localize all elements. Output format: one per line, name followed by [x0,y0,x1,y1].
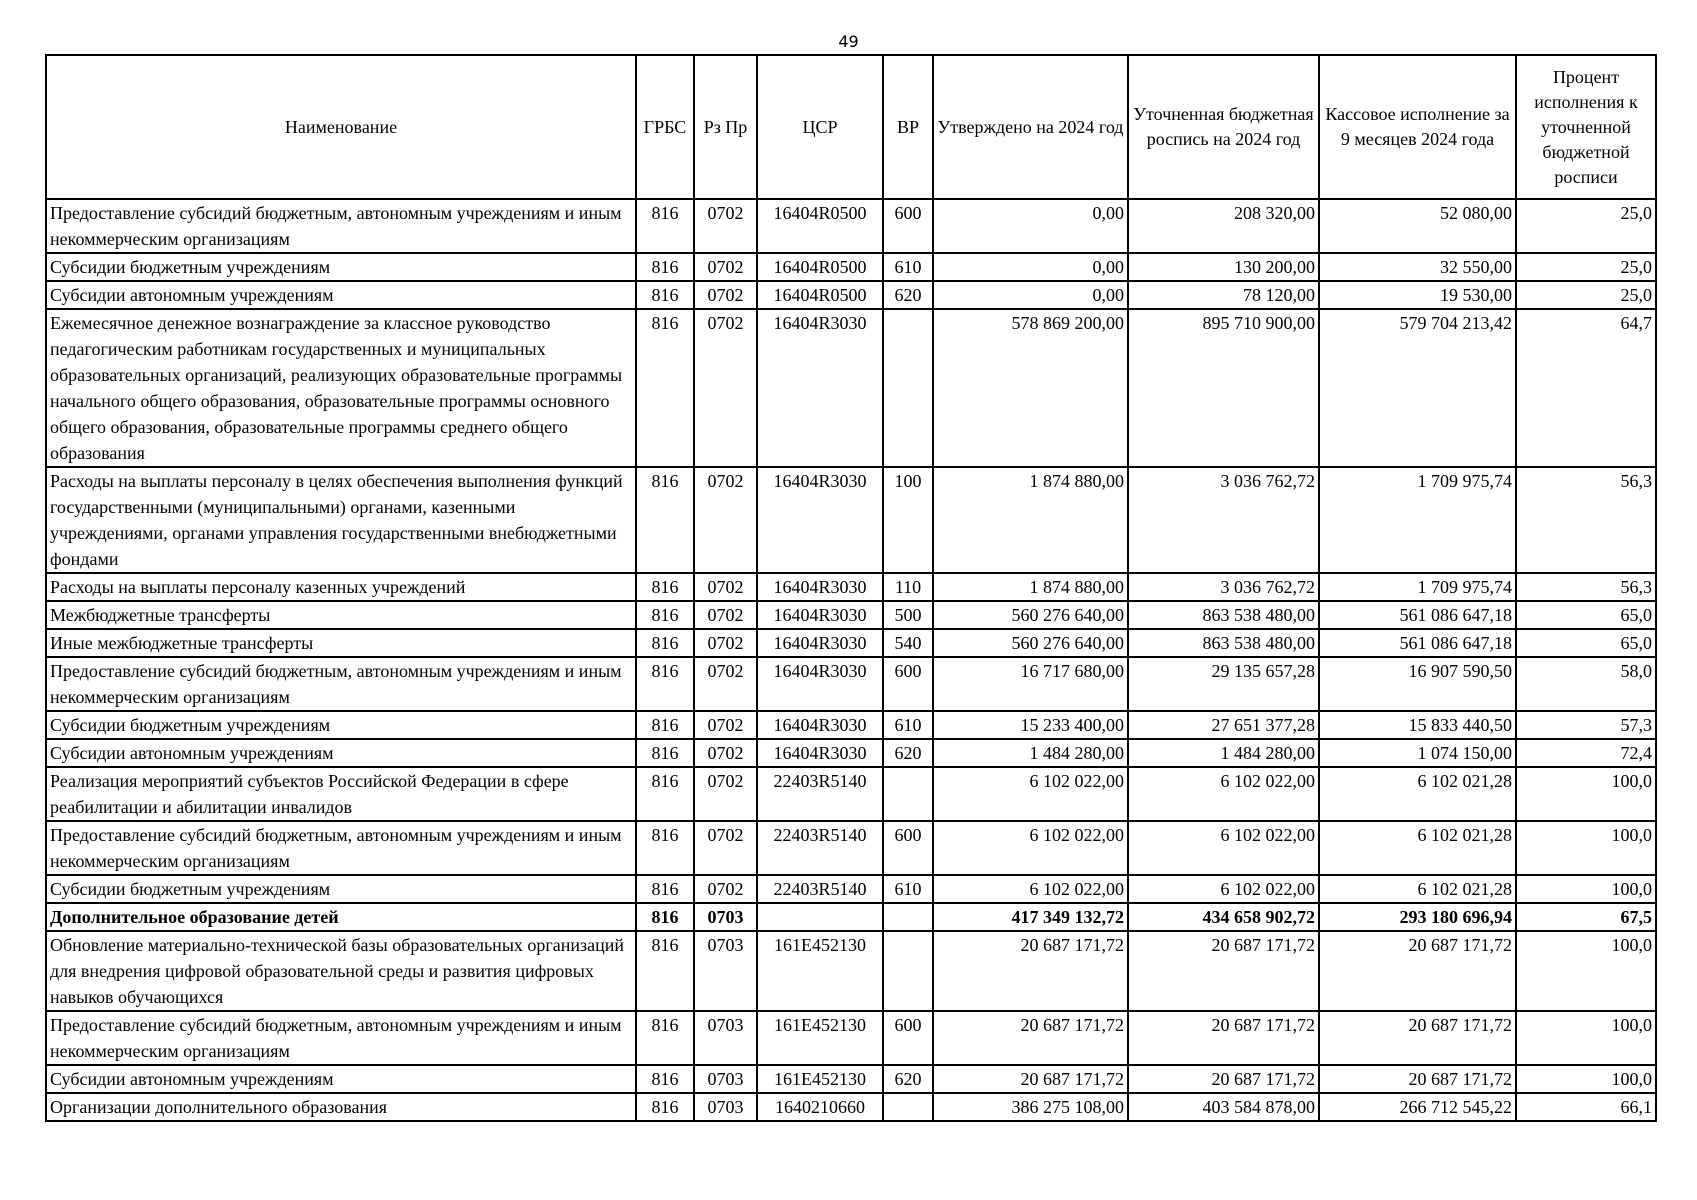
cell-grbs: 816 [636,629,694,657]
cell-grbs: 816 [636,657,694,711]
cell-cash: 561 086 647,18 [1319,629,1516,657]
header-refined: Уточненная бюджетная роспись на 2024 год [1128,55,1319,199]
table-row [46,309,1656,467]
cell-cash: 579 704 213,42 [1319,309,1516,467]
cell-csr: 22403R5140 [757,767,883,821]
cell-csr: 22403R5140 [757,821,883,875]
cell-rzpr: 0702 [694,767,757,821]
cell-approved: 20 687 171,72 [933,1011,1128,1065]
cell-cash: 1 074 150,00 [1319,739,1516,767]
cell-percent: 66,1 [1516,1093,1656,1121]
cell-grbs: 816 [636,199,694,253]
header-grbs: ГРБС [636,55,694,199]
cell-refined: 1 484 280,00 [1128,739,1319,767]
cell-name: Ежемесячное денежное вознаграждение за классное руководство педагогическим работникам государственных и муниципальных образовательных организаций, реализующих образовательные программы начального общего образования, образовательные программы основного общего образования, образовательные программы среднего общего образования [46,309,636,467]
cell-refined: 20 687 171,72 [1128,931,1319,1011]
cell-refined: 130 200,00 [1128,253,1319,281]
cell-approved: 15 233 400,00 [933,711,1128,739]
cell-rzpr: 0702 [694,711,757,739]
cell-percent: 72,4 [1516,739,1656,767]
cell-cash: 561 086 647,18 [1319,601,1516,629]
cell-rzpr: 0703 [694,1011,757,1065]
cell-percent: 100,0 [1516,821,1656,875]
cell-cash: 20 687 171,72 [1319,1065,1516,1093]
cell-rzpr: 0702 [694,821,757,875]
cell-percent: 58,0 [1516,657,1656,711]
cell-cash: 6 102 021,28 [1319,821,1516,875]
cell-cash: 19 530,00 [1319,281,1516,309]
cell-name: Субсидии бюджетным учреждениям [46,875,636,903]
cell-vr: 600 [883,199,933,253]
cell-rzpr: 0702 [694,601,757,629]
cell-cash: 16 907 590,50 [1319,657,1516,711]
cell-csr: 22403R5140 [757,875,883,903]
cell-cash: 293 180 696,94 [1319,903,1516,931]
table-body [46,199,1656,1121]
table-row [46,739,1656,767]
table-row [46,931,1656,1011]
cell-approved: 0,00 [933,199,1128,253]
cell-csr: 16404R0500 [757,199,883,253]
cell-approved: 16 717 680,00 [933,657,1128,711]
cell-cash: 6 102 021,28 [1319,767,1516,821]
header-percent: Процент исполнения к уточненной бюджетной росписи [1516,55,1656,199]
table-header-row [46,55,1656,199]
cell-csr: 16404R0500 [757,253,883,281]
cell-refined: 3 036 762,72 [1128,573,1319,601]
header-csr: ЦСР [757,55,883,199]
table-row [46,253,1656,281]
table-row [46,657,1656,711]
cell-name: Реализация мероприятий субъектов Российской Федерации в сфере реабилитации и абилитации инвалидов [46,767,636,821]
cell-grbs: 816 [636,253,694,281]
cell-grbs: 816 [636,739,694,767]
cell-csr: 16404R3030 [757,711,883,739]
cell-percent: 100,0 [1516,875,1656,903]
header-vr: ВР [883,55,933,199]
cell-name: Субсидии автономным учреждениям [46,1065,636,1093]
cell-grbs: 816 [636,467,694,573]
cell-rzpr: 0702 [694,281,757,309]
cell-approved: 20 687 171,72 [933,1065,1128,1093]
cell-percent: 64,7 [1516,309,1656,467]
cell-cash: 1 709 975,74 [1319,467,1516,573]
cell-csr: 161E452130 [757,931,883,1011]
cell-grbs: 816 [636,1093,694,1121]
cell-approved: 1 874 880,00 [933,467,1128,573]
table-row [46,767,1656,821]
cell-rzpr: 0702 [694,573,757,601]
table-row [46,281,1656,309]
cell-rzpr: 0702 [694,253,757,281]
cell-rzpr: 0702 [694,629,757,657]
cell-percent: 25,0 [1516,199,1656,253]
cell-grbs: 816 [636,601,694,629]
cell-name: Дополнительное образование детей [46,903,636,931]
budget-execution-table [45,54,1657,1122]
cell-percent: 25,0 [1516,281,1656,309]
cell-rzpr: 0702 [694,657,757,711]
cell-name: Расходы на выплаты персоналу в целях обеспечения выполнения функций государственными (муниципальными) органами, казенными учреждениями, органами управления государственными внебюджетными фондами [46,467,636,573]
cell-cash: 20 687 171,72 [1319,1011,1516,1065]
cell-approved: 6 102 022,00 [933,821,1128,875]
cell-name: Предоставление субсидий бюджетным, автономным учреждениям и иным некоммерческим организациям [46,1011,636,1065]
cell-grbs: 816 [636,821,694,875]
cell-percent: 100,0 [1516,767,1656,821]
cell-vr: 610 [883,253,933,281]
cell-approved: 386 275 108,00 [933,1093,1128,1121]
cell-refined: 208 320,00 [1128,199,1319,253]
cell-csr: 16404R0500 [757,281,883,309]
table-row [46,199,1656,253]
table-row [46,1011,1656,1065]
page-number: 49 [838,32,859,51]
table-row [46,711,1656,739]
cell-grbs: 816 [636,903,694,931]
cell-name: Расходы на выплаты персоналу казенных учреждений [46,573,636,601]
cell-csr: 16404R3030 [757,739,883,767]
header-name: Наименование [46,55,636,199]
cell-name: Иные межбюджетные трансферты [46,629,636,657]
cell-vr: 610 [883,711,933,739]
cell-cash: 32 550,00 [1319,253,1516,281]
cell-grbs: 816 [636,767,694,821]
cell-percent: 56,3 [1516,573,1656,601]
cell-approved: 0,00 [933,253,1128,281]
cell-rzpr: 0702 [694,309,757,467]
cell-csr: 16404R3030 [757,657,883,711]
cell-percent: 100,0 [1516,931,1656,1011]
table-row [46,903,1656,931]
cell-cash: 52 080,00 [1319,199,1516,253]
cell-refined: 20 687 171,72 [1128,1065,1319,1093]
cell-percent: 67,5 [1516,903,1656,931]
cell-percent: 57,3 [1516,711,1656,739]
cell-refined: 6 102 022,00 [1128,821,1319,875]
cell-grbs: 816 [636,309,694,467]
cell-approved: 417 349 132,72 [933,903,1128,931]
cell-cash: 6 102 021,28 [1319,875,1516,903]
cell-approved: 6 102 022,00 [933,767,1128,821]
cell-vr: 110 [883,573,933,601]
cell-name: Субсидии автономным учреждениям [46,281,636,309]
cell-csr: 16404R3030 [757,629,883,657]
cell-rzpr: 0703 [694,1093,757,1121]
header-rzpr: Рз Пр [694,55,757,199]
cell-vr: 600 [883,1011,933,1065]
cell-rzpr: 0702 [694,875,757,903]
cell-approved: 20 687 171,72 [933,931,1128,1011]
cell-rzpr: 0702 [694,739,757,767]
header-cash: Кассовое исполнение за 9 месяцев 2024 года [1319,55,1516,199]
cell-approved: 560 276 640,00 [933,629,1128,657]
cell-approved: 0,00 [933,281,1128,309]
cell-refined: 6 102 022,00 [1128,767,1319,821]
cell-name: Субсидии бюджетным учреждениям [46,253,636,281]
table-row [46,1093,1656,1121]
cell-cash: 20 687 171,72 [1319,931,1516,1011]
table-row [46,573,1656,601]
table-row [46,629,1656,657]
table-row [46,467,1656,573]
cell-approved: 1 484 280,00 [933,739,1128,767]
cell-vr: 620 [883,1065,933,1093]
cell-csr: 16404R3030 [757,309,883,467]
cell-cash: 1 709 975,74 [1319,573,1516,601]
cell-cash: 15 833 440,50 [1319,711,1516,739]
cell-grbs: 816 [636,711,694,739]
cell-refined: 3 036 762,72 [1128,467,1319,573]
cell-name: Обновление материально-технической базы образовательных организаций для внедрения цифровой образовательной среды и развития цифровых навыков обучающихся [46,931,636,1011]
cell-rzpr: 0703 [694,1065,757,1093]
cell-grbs: 816 [636,1011,694,1065]
cell-refined: 27 651 377,28 [1128,711,1319,739]
cell-vr: 620 [883,281,933,309]
cell-grbs: 816 [636,573,694,601]
cell-grbs: 816 [636,875,694,903]
cell-csr: 161E452130 [757,1065,883,1093]
cell-refined: 863 538 480,00 [1128,601,1319,629]
cell-approved: 560 276 640,00 [933,601,1128,629]
cell-vr: 620 [883,739,933,767]
table-row [46,1065,1656,1093]
cell-refined: 863 538 480,00 [1128,629,1319,657]
cell-name: Субсидии автономным учреждениям [46,739,636,767]
cell-vr: 500 [883,601,933,629]
cell-rzpr: 0703 [694,903,757,931]
cell-name: Предоставление субсидий бюджетным, автономным учреждениям и иным некоммерческим организациям [46,821,636,875]
cell-name: Межбюджетные трансферты [46,601,636,629]
cell-csr: 1640210660 [757,1093,883,1121]
table-row [46,601,1656,629]
cell-grbs: 816 [636,1065,694,1093]
cell-refined: 29 135 657,28 [1128,657,1319,711]
cell-vr [883,931,933,1011]
cell-percent: 65,0 [1516,629,1656,657]
cell-approved: 6 102 022,00 [933,875,1128,903]
cell-csr: 16404R3030 [757,601,883,629]
cell-percent: 65,0 [1516,601,1656,629]
cell-refined: 20 687 171,72 [1128,1011,1319,1065]
cell-rzpr: 0703 [694,931,757,1011]
cell-vr: 610 [883,875,933,903]
cell-vr: 600 [883,657,933,711]
cell-name: Субсидии бюджетным учреждениям [46,711,636,739]
header-approved: Утверждено на 2024 год [933,55,1128,199]
cell-rzpr: 0702 [694,199,757,253]
cell-approved: 1 874 880,00 [933,573,1128,601]
cell-rzpr: 0702 [694,467,757,573]
cell-csr: 16404R3030 [757,467,883,573]
table-row [46,875,1656,903]
table-row [46,821,1656,875]
cell-approved: 578 869 200,00 [933,309,1128,467]
cell-grbs: 816 [636,281,694,309]
cell-name: Предоставление субсидий бюджетным, автономным учреждениям и иным некоммерческим организациям [46,199,636,253]
cell-vr [883,1093,933,1121]
cell-grbs: 816 [636,931,694,1011]
cell-refined: 78 120,00 [1128,281,1319,309]
cell-name: Предоставление субсидий бюджетным, автономным учреждениям и иным некоммерческим организациям [46,657,636,711]
cell-csr: 161E452130 [757,1011,883,1065]
cell-csr [757,903,883,931]
cell-percent: 100,0 [1516,1011,1656,1065]
cell-refined: 403 584 878,00 [1128,1093,1319,1121]
cell-vr [883,309,933,467]
cell-vr [883,903,933,931]
cell-vr [883,767,933,821]
cell-refined: 895 710 900,00 [1128,309,1319,467]
cell-percent: 25,0 [1516,253,1656,281]
cell-name: Организации дополнительного образования [46,1093,636,1121]
cell-vr: 540 [883,629,933,657]
cell-csr: 16404R3030 [757,573,883,601]
cell-refined: 434 658 902,72 [1128,903,1319,931]
cell-vr: 600 [883,821,933,875]
cell-percent: 100,0 [1516,1065,1656,1093]
cell-percent: 56,3 [1516,467,1656,573]
cell-refined: 6 102 022,00 [1128,875,1319,903]
cell-vr: 100 [883,467,933,573]
cell-cash: 266 712 545,22 [1319,1093,1516,1121]
